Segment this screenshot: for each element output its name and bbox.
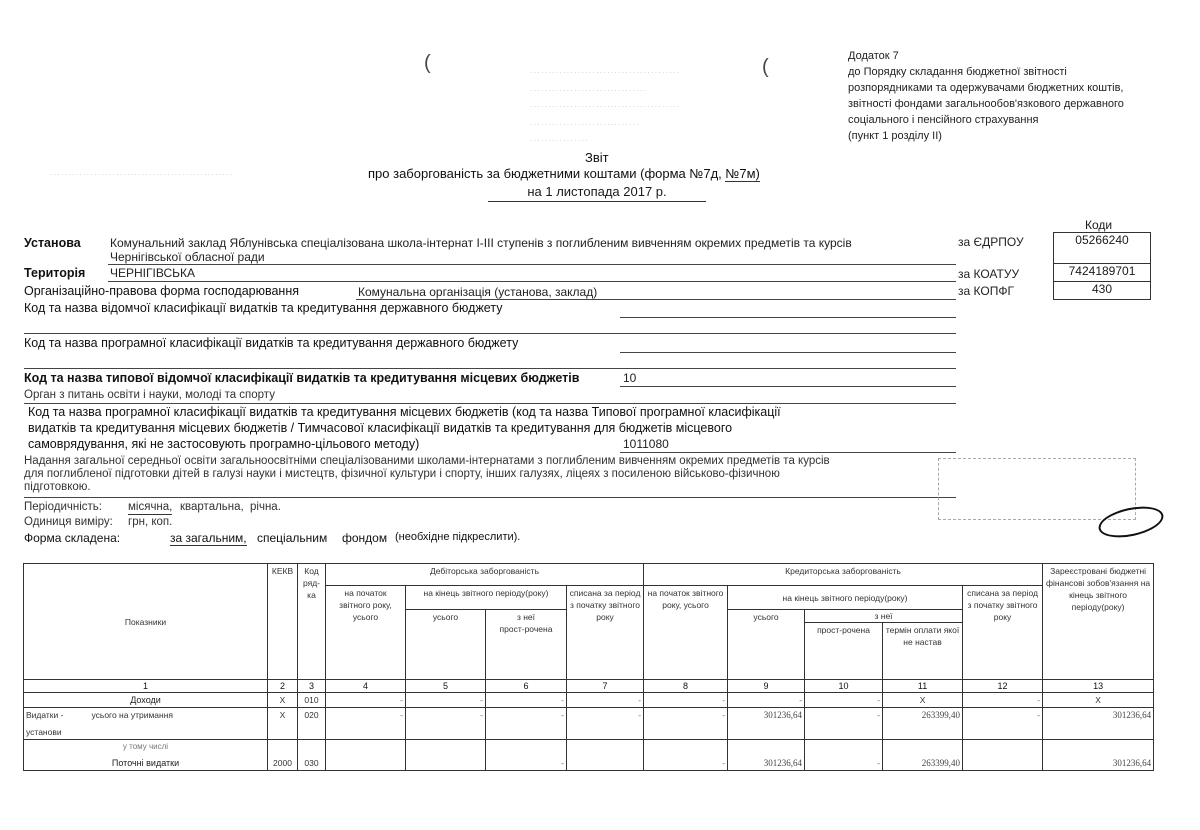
fund-special: спеціальним — [257, 531, 328, 545]
periodicity-label: Періодичність: — [24, 501, 102, 513]
header-indicators: Показники — [24, 564, 268, 680]
cell-c12: - — [963, 693, 1043, 708]
report-title-prefix: про заборгованість за бюджетними коштами (форма №7д, — [368, 166, 726, 181]
cell-c6: - — [486, 708, 567, 740]
cell-c9: 301236,64 — [728, 740, 805, 771]
cell-c4 — [326, 740, 406, 771]
edrpou-code: 05266240 — [1053, 232, 1151, 264]
appendix-note — [848, 48, 1124, 144]
cell-c8: - — [644, 708, 728, 740]
report-title — [368, 166, 760, 181]
table-row-expenses-total — [24, 708, 1154, 740]
territory-label: Територія — [24, 266, 86, 280]
row-name: Видатки - усього на утримання установи — [24, 708, 268, 740]
header-credit-written-off: списана за період з початку звітного року — [963, 586, 1043, 680]
fund-label: Форма складена: — [24, 531, 121, 545]
cell-c13: 301236,64 — [1043, 708, 1154, 740]
table-row-current-expenses — [24, 740, 1154, 771]
kopfg-label: за КОПФГ — [958, 284, 1014, 298]
header-credit-of-which: з неї — [805, 610, 963, 623]
faint-scan-text: ········································· — [530, 102, 681, 111]
report-form-number: №7м) — [725, 166, 760, 181]
institution-name-line2: Чернігівської обласної ради — [110, 250, 265, 264]
header-debit-total: усього — [406, 610, 486, 680]
header-credit-total: усього — [728, 610, 805, 680]
cell-c8: - — [644, 740, 728, 771]
column-number: 3 — [298, 680, 326, 693]
appendix-line: до Порядку складання бюджетної звітності — [848, 66, 1067, 78]
header-debit: Дебіторська заборгованість — [326, 564, 644, 586]
cell-c7: - — [567, 708, 644, 740]
column-number: 11 — [883, 680, 963, 693]
appendix-line: звітності фондами загальнообов'язкового державного — [848, 98, 1124, 110]
row-kekv: X — [268, 708, 298, 740]
header-row-1 — [24, 564, 1154, 586]
codes-header: Коди — [1085, 218, 1113, 232]
cell-c11: 263399,40 — [883, 740, 963, 771]
header-debit-end: на кінець звітного періоду(року) — [406, 586, 567, 610]
scan-bracket-left: ( — [424, 52, 431, 74]
cell-c11: 263399,40 — [883, 708, 963, 740]
cell-c13: 301236,64 — [1043, 740, 1154, 771]
header-credit-overdue: прост-рочена — [805, 623, 883, 680]
cell-c10: - — [805, 693, 883, 708]
header-credit-end: на кінець звітного періоду(року) — [728, 586, 963, 610]
cell-c12 — [963, 740, 1043, 771]
header-kekv: КЕКВ — [268, 564, 298, 680]
appendix-line: (пункт 1 розділу II) — [848, 130, 942, 142]
unit-value: грн, коп. — [128, 516, 173, 528]
fund-general: за загальним, — [170, 531, 247, 545]
koatuu-label: за КОАТУУ — [958, 267, 1020, 281]
row-code: 030 — [298, 740, 326, 771]
column-number: 4 — [326, 680, 406, 693]
column-number-row — [24, 680, 1154, 693]
periodicity-annual: річна. — [250, 501, 281, 513]
column-number: 2 — [268, 680, 298, 693]
row-kekv: X — [268, 693, 298, 708]
fund-word: фондом — [342, 531, 388, 545]
prog-local-code: 1011080 — [623, 437, 669, 451]
prog-local-name: Надання загальної середньої освіти загальноосвітніми спеціалізованими школами-інтернатами з поглибленим вивченням окремих предметів та курсів для поглибленої підготовки дітей в галузі науки і мистецтв, фізичної культури і спорту, інших галузях, ліцеях з посиленою військово-фізичною підготовкою. — [24, 455, 830, 493]
header-debit-overdue: з неї прост-рочена — [486, 610, 567, 680]
institution-label: Установа — [24, 236, 81, 250]
fund-note: (необхідне підкреслити). — [395, 531, 521, 543]
column-number: 7 — [567, 680, 644, 693]
legal-form-label: Організаційно-правова форма господарювання — [24, 284, 299, 298]
periodicity-monthly: місячна, — [128, 501, 173, 513]
koatuu-code: 7424189701 — [1053, 263, 1151, 282]
cell-c5: - — [406, 708, 486, 740]
faint-scan-text: ································ — [530, 86, 648, 95]
column-number: 12 — [963, 680, 1043, 693]
column-number: 10 — [805, 680, 883, 693]
cell-c5: - — [406, 693, 486, 708]
header-row-code: Код ряд-ка — [298, 564, 326, 680]
row-kekv: 2000 — [268, 740, 298, 771]
faint-scan-text: ······························ — [530, 120, 640, 129]
kopfg-code: 430 — [1053, 281, 1151, 300]
legal-form-value: Комунальна організація (установа, заклад) — [358, 285, 598, 299]
header-debit-start: на початок звітного року, усього — [326, 586, 406, 680]
institution-name-line1: Комунальний заклад Яблунівська спеціалізована школа-інтернат І-ІІІ ступенів з поглибленим вивченням окремих предметів та курсів — [110, 236, 852, 250]
unit-label: Одиниця виміру: — [24, 516, 113, 528]
column-number: 6 — [486, 680, 567, 693]
report-title-word: Звіт — [585, 150, 609, 165]
header-debit-written-off: списана за період з початку звітного року — [567, 586, 644, 680]
header-registered: Зареєстровані бюджетні фінансові зобов'язання на кінець звітного періоду(року) — [1043, 564, 1154, 680]
debt-report-table — [23, 563, 1154, 771]
typical-local-name: Орган з питань освіти і науки, молоді та спорту — [24, 389, 275, 401]
row-code: 020 — [298, 708, 326, 740]
cell-c4: - — [326, 708, 406, 740]
column-number: 9 — [728, 680, 805, 693]
column-number: 8 — [644, 680, 728, 693]
cell-c7: - — [567, 693, 644, 708]
row-name: Доходи — [24, 693, 268, 708]
periodicity-quarterly: квартальна, — [180, 501, 244, 513]
appendix-line: соціального і пенсійного страхування — [848, 114, 1039, 126]
cell-c6: - — [486, 693, 567, 708]
faint-scan-text: ················ — [530, 136, 589, 145]
cell-c10: - — [805, 708, 883, 740]
scan-bracket-right: ( — [762, 56, 769, 78]
cell-c10: - — [805, 740, 883, 771]
edrpou-label: за ЄДРПОУ — [958, 235, 1024, 249]
dept-state-classification-label: Код та назва відомчої класифікації видатків та кредитування державного бюджету — [24, 301, 503, 315]
cell-c8: - — [644, 693, 728, 708]
column-number: 1 — [24, 680, 268, 693]
prog-state-classification-label: Код та назва програмної класифікації видатків та кредитування державного бюджету — [24, 336, 519, 350]
cell-c5 — [406, 740, 486, 771]
cell-c12: - — [963, 708, 1043, 740]
row-name: у тому числі Поточні видатки — [24, 740, 268, 771]
cell-c7 — [567, 740, 644, 771]
header-credit: Кредиторська заборгованість — [644, 564, 1043, 586]
territory-value: ЧЕРНІГІВСЬКА — [110, 266, 195, 280]
cell-c11: X — [883, 693, 963, 708]
report-date: на 1 листопада 2017 р. — [488, 184, 706, 202]
cell-c13: X — [1043, 693, 1154, 708]
cell-c9: 301236,64 — [728, 708, 805, 740]
column-number: 13 — [1043, 680, 1154, 693]
header-credit-not-due: термін оплати якої не настав — [883, 623, 963, 680]
table-row-income — [24, 693, 1154, 708]
faint-scan-text: ·················································· — [50, 170, 234, 179]
typical-local-classification-label: Код та назва типової відомчої класифікації видатків та кредитування місцевих бюджетів — [24, 371, 580, 385]
appendix-line: розпорядниками та одержувачами бюджетних коштів, — [848, 82, 1124, 94]
column-number: 5 — [406, 680, 486, 693]
faint-scan-text: ········································· — [530, 68, 681, 77]
typical-local-code: 10 — [623, 371, 637, 385]
cell-c4: - — [326, 693, 406, 708]
cell-c6: - — [486, 740, 567, 771]
cell-c9: - — [728, 693, 805, 708]
appendix-line: Додаток 7 — [848, 50, 899, 62]
header-credit-start: на початок звітного року, усього — [644, 586, 728, 680]
registration-stamp — [938, 458, 1136, 520]
prog-local-classification-label: Код та назва програмної класифікації видатків та кредитування місцевих бюджетів (код та назва Типової програмної класифікації видатків та кредитування місцевих бюджетів / Тимчасової класифікації видатків та кредитування для бюджетів місцевого самоврядування, які не застосовують програмно-цільового методу) — [28, 405, 781, 451]
row-code: 010 — [298, 693, 326, 708]
